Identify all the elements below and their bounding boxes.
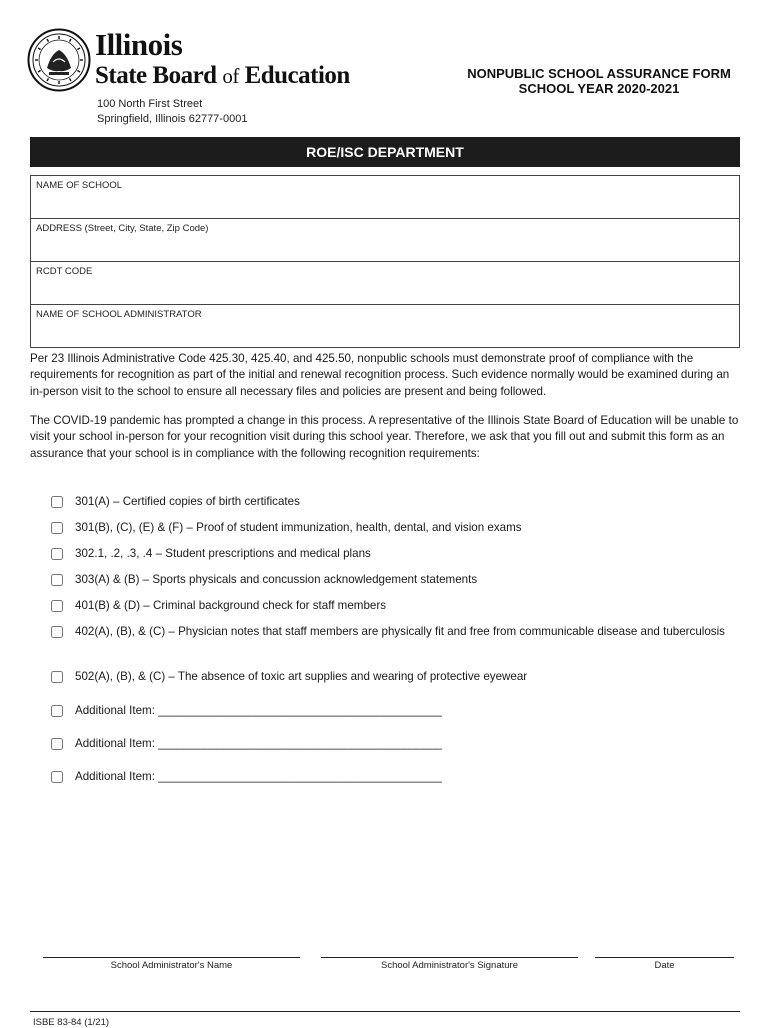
field-label: ADDRESS (Street, City, State, Zip Code) [36,223,209,234]
administrator-name-field [31,305,739,347]
address-input[interactable] [36,236,734,260]
checkbox-401[interactable] [51,600,63,612]
intro-paragraph: Per 23 Illinois Administrative Code 425.30, 425.40, and 425.50, nonpublic schools must demonstrate proof of compliance with the requirements for recognition as part of the initial and renewal recognition process. Such evidence normally would be examined during an in-person visit to the school to ensure all necessary files and policies are present and being followed. [30,352,730,398]
date-line[interactable] [595,957,734,958]
admin-name-label: School Administrator's Name [110,960,233,971]
checkbox-additional-1[interactable] [51,705,63,717]
additional-item-2-label: Additional Item: ____________________________________________ [75,737,442,750]
checkbox-303[interactable] [51,574,63,586]
admin-signature-line[interactable] [321,957,578,958]
checkbox-additional-3[interactable] [51,771,63,783]
checkbox-additional-2[interactable] [51,738,63,750]
item-301a-label: 301(A) – Certified copies of birth certificates [75,495,300,508]
admin-name-line[interactable] [43,957,300,958]
rcdt-code-field [31,262,739,305]
additional-item-1-label: Additional Item: ____________________________________________ [75,704,442,717]
org-name-line1: Illinois [95,27,183,62]
form-title-text: NONPUBLIC SCHOOL ASSURANCE FORM [467,66,731,81]
item-301b-label: 301(B), (C), (E) & (F) – Proof of student immunization, health, dental, and vision exams [75,521,522,534]
date-label: Date [654,960,675,971]
org-address [97,97,247,126]
item-302-label: 302.1, .2, .3, .4 – Student prescriptions and medical plans [75,547,371,560]
additional-item-3-label: Additional Item: ____________________________________________ [75,770,442,783]
administrator-name-input[interactable] [36,322,734,346]
department-bar: ROE/ISC DEPARTMENT [30,137,740,167]
field-label: NAME OF SCHOOL [36,180,123,191]
org-name-part-a: State Board [95,62,217,89]
checkbox-502[interactable] [51,671,63,683]
org-name-line2 [95,62,350,90]
item-402-label: 402(A), (B), & (C) – Physician notes that staff members are physically fit and free from communicable disease and tuberculosis [75,625,725,638]
address-field [31,219,739,262]
form-number: ISBE 83-84 (1/21) [33,1017,110,1028]
field-label: NAME OF SCHOOL ADMINISTRATOR [36,309,202,320]
rcdt-code-input[interactable] [36,279,734,303]
form-title [440,67,758,96]
item-401-label: 401(B) & (D) – Criminal background check for staff members [75,599,386,612]
checkbox-301a[interactable] [51,496,63,508]
footer-divider [30,1011,740,1012]
checkbox-301b[interactable] [51,522,63,534]
school-name-field [31,176,739,219]
admin-signature-label: School Administrator's Signature [381,960,518,971]
covid-paragraph: The COVID-19 pandemic has prompted a change in this process. A representative of the Illinois State Board of Education will be unable to visit your school in-person for your recognition visit during this school year. Therefore, we ask that you fill out and submit this form as an assurance that your school is in compliance with the following recognition requirements: [30,414,739,460]
item-303-label: 303(A) & (B) – Sports physicals and concussion acknowledgement statements [75,573,478,586]
school-info-fields [30,175,740,348]
school-name-input[interactable] [36,193,734,217]
item-502-label: 502(A), (B), & (C) – The absence of toxic art supplies and wearing of protective eyewear [75,670,528,683]
org-name-of: of [222,64,239,88]
address-line2: Springfield, Illinois 62777-0001 [97,112,248,125]
address-line1: 100 North First Street [97,98,203,110]
field-label: RCDT CODE [36,266,93,277]
org-name-part-b: Education [244,62,350,89]
checkbox-302[interactable] [51,548,63,560]
checkbox-402[interactable] [51,626,63,638]
state-seal-logo [27,28,91,92]
school-year: SCHOOL YEAR 2020-2021 [518,80,680,96]
